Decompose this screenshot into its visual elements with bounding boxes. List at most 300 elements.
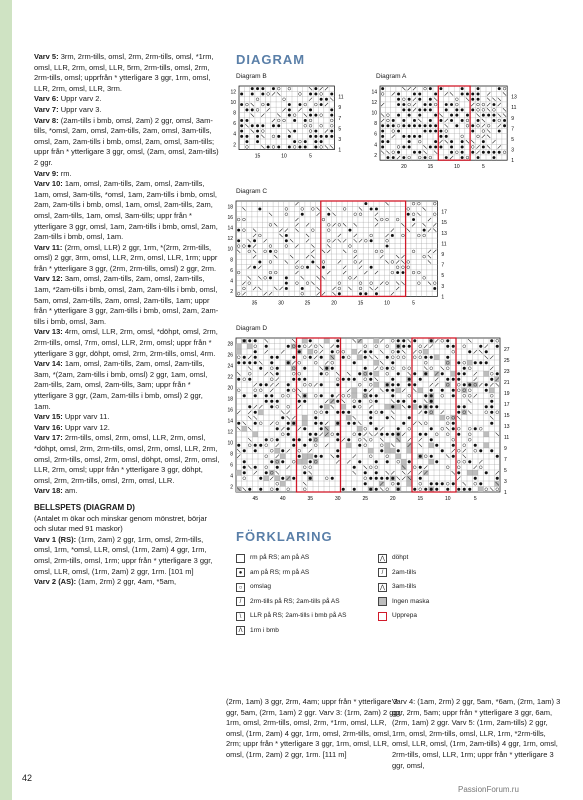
purl-mark	[466, 92, 469, 95]
purl-mark	[287, 389, 290, 392]
legend-symbol	[236, 554, 245, 563]
purl-mark	[240, 103, 243, 106]
row-number-left: 12	[371, 99, 377, 106]
row-number-left: 2	[230, 484, 233, 491]
row-label: Varv 5:	[34, 52, 59, 61]
purl-mark	[424, 103, 427, 106]
no-stitch-cell	[451, 415, 457, 421]
no-stitch-cell	[407, 448, 413, 454]
purl-mark	[243, 449, 246, 452]
purl-mark	[269, 276, 272, 279]
purl-mark	[482, 151, 485, 154]
purl-mark	[386, 156, 389, 159]
purl-mark	[364, 292, 367, 295]
row-label: Varv 7:	[34, 104, 59, 114]
purl-mark	[413, 124, 416, 127]
purl-mark	[424, 411, 427, 414]
purl-mark	[251, 124, 254, 127]
purl-mark	[336, 422, 339, 425]
purl-mark	[336, 449, 339, 452]
no-stitch-cell	[352, 388, 358, 394]
purl-mark	[471, 108, 474, 111]
row-text: am.	[62, 486, 78, 496]
purl-mark	[309, 92, 312, 95]
column-number: 10	[384, 300, 390, 307]
purl-mark	[336, 433, 339, 436]
legend-symbol: ⋀	[378, 554, 387, 563]
purl-mark	[258, 260, 261, 263]
purl-mark	[413, 339, 416, 342]
purl-mark	[441, 482, 444, 485]
purl-mark	[492, 119, 495, 122]
purl-mark	[342, 356, 345, 359]
purl-mark	[490, 339, 493, 342]
purl-mark	[423, 229, 426, 232]
purl-mark	[487, 151, 490, 154]
purl-mark	[461, 156, 464, 159]
purl-mark	[254, 350, 257, 353]
purl-mark	[498, 130, 501, 133]
legend-heading: FÖRKLARING	[236, 529, 333, 544]
purl-mark	[254, 466, 257, 469]
legend-label: rm på RS; am på AS	[250, 554, 310, 562]
row-label: Varv 15:	[34, 412, 63, 422]
purl-mark	[429, 103, 432, 106]
purl-mark	[487, 114, 490, 117]
bellspets-intro: (Antalet m ökar och minskar genom mönstret, börjar och slutar med 91 maskor)	[34, 513, 207, 534]
purl-mark	[461, 87, 464, 90]
row-number-right: 21	[504, 380, 510, 386]
purl-mark	[397, 345, 400, 348]
legend-right	[378, 551, 498, 624]
row-number-left: 10	[371, 110, 377, 117]
purl-mark	[439, 87, 442, 90]
no-stitch-cell	[467, 360, 473, 366]
purl-mark	[450, 151, 453, 154]
row-number-right: 5	[338, 126, 342, 133]
row-text: Uppr varv 11.	[62, 412, 110, 422]
varv-row	[34, 243, 220, 275]
purl-mark	[386, 367, 389, 370]
purl-mark	[314, 114, 317, 117]
row-number-left: 22	[227, 374, 233, 381]
row-number-left: 6	[233, 121, 236, 128]
no-stitch-cell	[407, 481, 413, 487]
purl-mark	[430, 488, 433, 491]
purl-mark	[490, 400, 493, 403]
purl-mark	[408, 98, 411, 101]
purl-mark	[408, 108, 411, 111]
purl-mark	[314, 455, 317, 458]
purl-mark	[468, 488, 471, 491]
diagram-b-chart	[225, 82, 355, 168]
purl-mark	[336, 455, 339, 458]
purl-mark	[386, 124, 389, 127]
purl-mark	[477, 92, 480, 95]
purl-mark	[430, 339, 433, 342]
row-number-right: 15	[504, 413, 510, 419]
purl-mark	[375, 394, 378, 397]
purl-mark	[496, 345, 499, 348]
purl-mark	[498, 87, 501, 90]
row-number-right: 15	[441, 220, 447, 227]
purl-mark	[276, 356, 279, 359]
no-stitch-cell	[440, 415, 446, 421]
purl-mark	[386, 433, 389, 436]
purl-mark	[358, 372, 361, 375]
purl-mark	[455, 124, 458, 127]
no-stitch-cell	[280, 454, 286, 460]
purl-mark	[477, 98, 480, 101]
legend-symbol	[378, 612, 387, 621]
no-stitch-cell	[280, 481, 286, 487]
row-number-right: 27	[504, 347, 510, 353]
purl-mark	[380, 449, 383, 452]
no-stitch-cell	[275, 476, 281, 482]
purl-mark	[386, 356, 389, 359]
purl-mark	[386, 245, 389, 248]
row-number-right: 5	[441, 273, 445, 280]
no-stitch-cell	[484, 432, 490, 438]
purl-mark	[298, 350, 301, 353]
row-number-left: 10	[227, 440, 233, 447]
purl-mark	[463, 405, 466, 408]
purl-mark	[408, 460, 411, 463]
legend-left-item	[236, 609, 376, 624]
purl-mark	[402, 345, 405, 348]
purl-mark	[439, 145, 442, 148]
purl-mark	[364, 367, 367, 370]
no-stitch-cell	[462, 388, 468, 394]
purl-mark	[397, 98, 400, 101]
purl-mark	[303, 427, 306, 430]
purl-mark	[254, 411, 257, 414]
purl-mark	[320, 372, 323, 375]
purl-mark	[463, 488, 466, 491]
instructions-middle-text: (2rm, 1am) 3 ggr, 2rm, 4am; uppr från * ytterligare 3 ggr, 5am, (2rm, 1am) 2 ggr. Varv 3: (1rm, 2am) 2 ggr, 1rm, omsl, 2rm-tills, omsl, 2rm, *1rm, omsl, LLR, omsl, (1rm, 2am) 4 ggr, 1rm, omsl, 2rm-tills, omsl, 2rm; uppr från * ytterligare 3 ggr, 1rm, omsl, LLR, omsl, (1rm, 2am) 2 ggr, 1rm. [111 m]	[226, 697, 402, 759]
no-stitch-cell	[368, 448, 374, 454]
purl-mark	[455, 108, 458, 111]
purl-mark	[492, 156, 495, 159]
purl-mark	[272, 87, 275, 90]
purl-mark	[452, 394, 455, 397]
purl-mark	[237, 422, 240, 425]
purl-mark	[386, 140, 389, 143]
no-stitch-cell	[346, 415, 352, 421]
purl-mark	[265, 383, 268, 386]
purl-mark	[485, 361, 488, 364]
purl-mark	[397, 488, 400, 491]
diagram-b-label: Diagram B	[236, 73, 267, 80]
row-text: Uppr varv 3.	[58, 104, 102, 114]
purl-mark	[461, 108, 464, 111]
varv-row	[34, 274, 220, 327]
purl-mark	[446, 345, 449, 348]
no-stitch-cell	[412, 404, 418, 410]
purl-mark	[320, 140, 323, 143]
column-number: 40	[279, 496, 286, 502]
no-stitch-cell	[291, 344, 297, 350]
purl-mark	[331, 350, 334, 353]
row-number-right: 11	[338, 94, 344, 101]
purl-mark	[364, 356, 367, 359]
purl-mark	[298, 455, 301, 458]
purl-mark	[418, 124, 421, 127]
purl-mark	[314, 416, 317, 419]
purl-mark	[392, 156, 395, 159]
purl-mark	[392, 124, 395, 127]
purl-mark	[288, 145, 291, 148]
column-number: 25	[362, 496, 369, 502]
purl-mark	[248, 378, 251, 381]
row-number-right: 1	[441, 294, 445, 301]
purl-mark	[364, 202, 367, 205]
purl-mark	[479, 449, 482, 452]
row-number-right: 7	[338, 115, 342, 122]
row-label: Varv 8:	[34, 115, 59, 125]
purl-mark	[471, 151, 474, 154]
diagram-d-chart	[222, 334, 522, 514]
row-number-left: 18	[227, 204, 233, 211]
purl-mark	[369, 350, 372, 353]
legend-left-item	[236, 624, 376, 639]
purl-mark	[381, 87, 384, 90]
purl-mark	[402, 135, 405, 138]
row-text: rm.	[58, 168, 72, 178]
purl-mark	[439, 130, 442, 133]
purl-mark	[301, 213, 304, 216]
row-label: Varv 9:	[34, 168, 59, 178]
purl-mark	[269, 250, 272, 253]
purl-mark	[330, 114, 333, 117]
no-stitch-cell	[297, 459, 303, 465]
purl-mark	[254, 444, 257, 447]
purl-mark	[419, 433, 422, 436]
purl-mark	[397, 427, 400, 430]
varv-row	[34, 486, 220, 497]
no-stitch-cell	[363, 371, 369, 377]
no-stitch-cell	[236, 344, 242, 350]
purl-mark	[434, 124, 437, 127]
purl-mark	[391, 389, 394, 392]
column-number: 5	[473, 496, 477, 502]
purl-mark	[370, 207, 373, 210]
purl-mark	[256, 135, 259, 138]
purl-mark	[408, 378, 411, 381]
purl-mark	[309, 108, 312, 111]
legend-label: am på RS; rm på AS	[250, 568, 310, 576]
purl-mark	[441, 449, 444, 452]
row-number-left: 28	[227, 341, 233, 348]
row-text: (2rm, omsl, LLR) 2 ggr, 1rm, *(2rm, 2rm-tills, omsl) 2 ggr, 3rm, omsl, LLR, 2rm, omsl, LLR, 1rm; uppr från * ytterligare 3 ggr, (2rm, 2rm-tills, omsl) 2 ggr, 2rm.	[34, 242, 218, 273]
no-stitch-cell	[451, 371, 457, 377]
purl-mark	[311, 260, 314, 263]
purl-mark	[277, 145, 280, 148]
purl-mark	[402, 103, 405, 106]
purl-mark	[452, 345, 455, 348]
row-label: Varv 13:	[34, 327, 63, 337]
purl-mark	[261, 124, 264, 127]
column-number: 30	[334, 496, 341, 502]
row-number-left: 12	[230, 89, 236, 96]
purl-mark	[457, 372, 460, 375]
purl-mark	[430, 389, 433, 392]
purl-mark	[331, 367, 334, 370]
row-number-left: 14	[371, 89, 377, 96]
no-stitch-cell	[302, 415, 308, 421]
purl-mark	[424, 405, 427, 408]
purl-mark	[336, 383, 339, 386]
column-number: 15	[254, 153, 261, 160]
page-number: 42	[22, 773, 33, 783]
no-stitch-cell	[352, 349, 358, 355]
purl-mark	[457, 378, 460, 381]
purl-mark	[457, 411, 460, 414]
purl-mark	[320, 394, 323, 397]
purl-mark	[402, 119, 405, 122]
row-number-right: 3	[511, 147, 514, 154]
no-stitch-cell	[374, 382, 380, 388]
purl-mark	[320, 98, 323, 101]
purl-mark	[265, 345, 268, 348]
purl-mark	[429, 98, 432, 101]
purl-mark	[265, 394, 268, 397]
purl-mark	[429, 108, 432, 111]
no-stitch-cell	[385, 448, 391, 454]
no-stitch-cell	[352, 393, 358, 399]
row-number-left: 12	[227, 236, 233, 243]
legend-right-item	[378, 595, 498, 610]
purl-mark	[441, 389, 444, 392]
column-number: 10	[454, 164, 460, 171]
purl-mark	[408, 405, 411, 408]
purl-mark	[369, 416, 372, 419]
no-stitch-cell	[313, 437, 319, 443]
purl-mark	[261, 92, 264, 95]
purl-mark	[304, 145, 307, 148]
no-stitch-cell	[445, 382, 451, 388]
purl-mark	[397, 92, 400, 95]
purl-mark	[276, 400, 279, 403]
purl-mark	[370, 266, 373, 269]
purl-mark	[248, 245, 251, 248]
row-text: (1rm, 2am) 2 ggr, 1rm, omsl, 2rm-tills, omsl, 1rm, *omsl, LLR, omsl, (1rm, 2am) 4 ggr, 1rm, omsl, 2rm-tills, omsl, 1rm; uppr från * ytterligare 3 ggr, omsl, LLR, omsl, (1rm, 2am) 2 ggr, 1rm. [101 m]	[34, 534, 213, 576]
row-number-right: 3	[441, 283, 445, 290]
row-label: Varv 17:	[34, 433, 63, 443]
purl-mark	[330, 108, 333, 111]
purl-mark	[434, 114, 437, 117]
no-stitch-cell	[253, 432, 259, 438]
purl-mark	[309, 339, 312, 342]
purl-mark	[402, 400, 405, 403]
purl-mark	[251, 87, 254, 90]
row-number-right: 25	[504, 358, 510, 364]
varv-row	[34, 423, 220, 434]
purl-mark	[381, 130, 384, 133]
purl-mark	[397, 339, 400, 342]
purl-mark	[330, 135, 333, 138]
pattern-instructions-column	[34, 52, 220, 588]
purl-mark	[434, 145, 437, 148]
purl-mark	[477, 156, 480, 159]
purl-mark	[479, 345, 482, 348]
purl-mark	[477, 119, 480, 122]
purl-mark	[418, 98, 421, 101]
row-label: Varv 16:	[34, 422, 63, 432]
purl-mark	[243, 361, 246, 364]
purl-mark	[461, 145, 464, 148]
column-number: 10	[281, 153, 287, 160]
purl-mark	[457, 361, 460, 364]
purl-mark	[325, 135, 328, 138]
purl-mark	[457, 433, 460, 436]
purl-mark	[298, 345, 301, 348]
legend-left-item	[236, 551, 376, 566]
purl-mark	[369, 372, 372, 375]
row-label: Varv 2 (AS):	[34, 577, 77, 587]
purl-mark	[434, 140, 437, 143]
no-stitch-cell	[242, 426, 248, 432]
purl-mark	[461, 140, 464, 143]
purl-mark	[254, 356, 257, 359]
row-number-left: 12	[227, 429, 233, 436]
purl-mark	[370, 239, 373, 242]
row-number-left: 4	[233, 131, 236, 138]
legend-symbol: /	[236, 597, 245, 606]
no-stitch-cell	[324, 404, 330, 410]
purl-mark	[408, 124, 411, 127]
purl-mark	[240, 130, 243, 133]
purl-mark	[386, 477, 389, 480]
purl-mark	[402, 156, 405, 159]
purl-mark	[391, 383, 394, 386]
purl-mark	[364, 350, 367, 353]
purl-mark	[293, 119, 296, 122]
instructions-middle	[226, 697, 406, 761]
legend-label: 2rm-tills på RS; 2am-tills på AS	[250, 597, 340, 605]
row-number-left: 6	[374, 131, 377, 138]
row-number-right: 7	[504, 457, 507, 463]
purl-mark	[408, 383, 411, 386]
purl-mark	[298, 103, 301, 106]
purl-mark	[446, 488, 449, 491]
bellspets-row	[34, 577, 220, 588]
purl-mark	[430, 405, 433, 408]
no-stitch-cell	[346, 443, 352, 449]
purl-mark	[408, 114, 411, 117]
legend-symbol: \	[236, 612, 245, 621]
purl-mark	[424, 394, 427, 397]
row-number-right: 3	[338, 137, 342, 143]
purl-mark	[457, 405, 460, 408]
purl-mark	[245, 140, 248, 143]
purl-mark	[331, 477, 334, 480]
row-number-left: 16	[227, 214, 233, 221]
no-stitch-cell	[374, 338, 380, 344]
purl-mark	[471, 130, 474, 133]
varv-row	[34, 169, 220, 180]
purl-mark	[306, 266, 309, 269]
row-number-right: 3	[504, 479, 507, 485]
row-number-left: 2	[233, 142, 236, 149]
column-number: 5	[309, 153, 312, 160]
purl-mark	[285, 282, 288, 285]
watermark: PassionForum.ru	[458, 785, 519, 794]
purl-mark	[270, 460, 273, 463]
purl-mark	[375, 207, 378, 210]
purl-mark	[375, 477, 378, 480]
purl-mark	[325, 98, 328, 101]
